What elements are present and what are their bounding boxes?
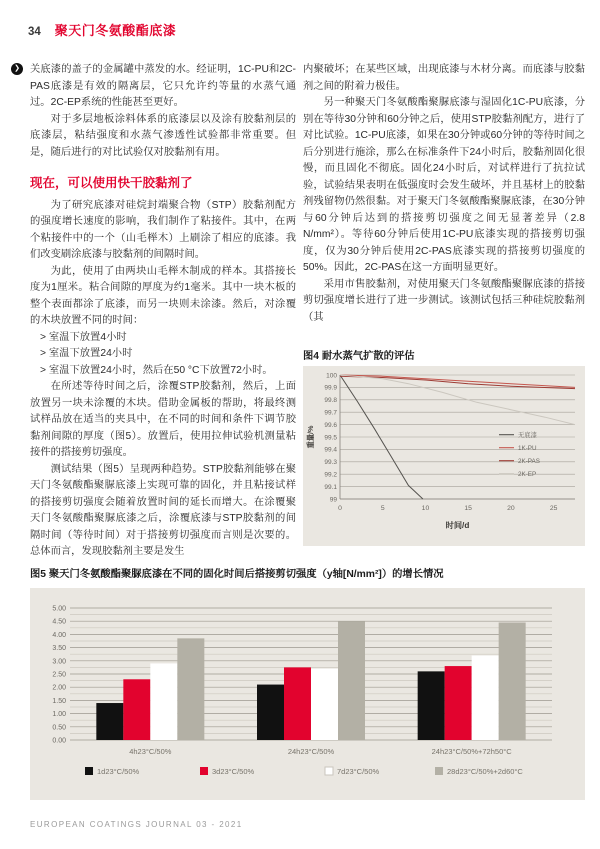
svg-text:100: 100 bbox=[326, 372, 337, 380]
svg-text:4h23°C/50%: 4h23°C/50% bbox=[129, 747, 172, 756]
svg-text:5.00: 5.00 bbox=[52, 605, 66, 613]
svg-text:10: 10 bbox=[421, 505, 430, 512]
svg-text:99.9: 99.9 bbox=[324, 384, 337, 392]
article-title: 聚天门冬氨酸酯底漆 bbox=[54, 23, 177, 38]
svg-text:99: 99 bbox=[329, 496, 337, 504]
svg-text:3d23°C/50%: 3d23°C/50% bbox=[212, 767, 255, 776]
svg-text:99.4: 99.4 bbox=[324, 446, 337, 454]
right-column bbox=[303, 62, 585, 326]
svg-text:无底漆: 无底漆 bbox=[518, 432, 537, 439]
svg-text:99.2: 99.2 bbox=[324, 471, 337, 479]
svg-text:2.50: 2.50 bbox=[52, 671, 66, 679]
paragraph: 采用市售胶黏剂，对使用聚天门冬氨酸酯聚脲底漆的搭接剪切强度增长进行了进一步测试。该测试包括三种硅烷胶黏剂（其 bbox=[303, 278, 585, 323]
figure5-caption: 图5 聚天门冬氨酸酯聚脲底漆在不同的固化时间后搭接剪切强度（y轴[N/mm²]）的增长情况 bbox=[30, 569, 444, 580]
svg-text:1.50: 1.50 bbox=[52, 697, 66, 705]
svg-text:0: 0 bbox=[338, 505, 342, 512]
paragraph: 内聚破坏；在某些区域，出现底漆与木材分离。而底漆与胶黏剂之间的附着力极佳。 bbox=[303, 64, 585, 92]
water-vapor-diffusion-chart bbox=[303, 366, 585, 546]
paragraph: 对于多层地板涂料体系的底漆层以及涂有胶黏剂层的底漆层，粘结强度和水蒸气渗透性试验都非常重要。但是，随后进行的对比试验仅对胶黏剂有用。 bbox=[30, 113, 296, 158]
svg-text:0.00: 0.00 bbox=[52, 737, 66, 745]
figure4-line-chart bbox=[303, 366, 585, 546]
svg-text:时间/d: 时间/d bbox=[445, 521, 470, 530]
svg-text:4.50: 4.50 bbox=[52, 618, 66, 626]
list-item: > 室温下放置24小时，然后在50 °C下放置72小时。 bbox=[40, 364, 273, 376]
svg-text:3.00: 3.00 bbox=[52, 658, 66, 666]
lap-shear-strength-chart bbox=[30, 588, 585, 800]
left-column bbox=[30, 62, 296, 561]
svg-text:24h23°C/50%+72h50°C: 24h23°C/50%+72h50°C bbox=[431, 747, 512, 756]
paragraph: 测试结果（图5）呈现两种趋势。STP胶黏剂能够在聚天门冬氨酸酯聚脲底漆上实现可靠的固化，并且粘接试样的搭接剪切强度会随着放置时间的延长而增大。在涂覆聚天门冬氨酸酯聚脲底漆之后，涂覆底漆与STP胶黏剂的间隔时间（等待时间）对于搭接剪切强度而言则是次要的。总体而言，发现胶黏剂主要是发生 bbox=[30, 463, 296, 557]
paragraph: 另一种聚天门冬氨酸酯聚脲底漆与湿固化1C-PU底漆，分别在等待30分钟和60分钟之后，使用STP胶黏剂配方，进行了对比试验。1C-PU底漆，如果在30分钟或60分钟的等待时间之后分别进行施涂，那么在标准条件下24小时后，胶黏剂固化很慢，而且固化不彻底。固化24小时后，对试样进行了抗拉试验，试验结果表明在低强度时会发生破坏，并且基材上的胶黏剂残留物仍然很黏。对于聚天门冬氨酸酯聚脲底漆，在30分钟与60分钟后达到的搭接剪切强度之间无显著差异（2.8 N/mm²）。等待60分钟后使用1C-PU底漆实现的搭接剪切强度，仅为30分钟后使用2C-PAS底漆实现的搭接剪切强度的50%。因此，2C-PAS在这一方面明显更好。 bbox=[303, 97, 585, 273]
svg-text:99.5: 99.5 bbox=[324, 434, 337, 442]
list-item: > 室温下放置24小时 bbox=[40, 348, 133, 359]
svg-text:15: 15 bbox=[464, 505, 472, 512]
figure4-caption: 图4 耐水蒸气扩散的评估 bbox=[303, 351, 415, 362]
figure5-bar-chart bbox=[30, 588, 585, 800]
svg-text:25: 25 bbox=[549, 505, 558, 512]
svg-text:0.50: 0.50 bbox=[52, 724, 66, 732]
svg-text:4.00: 4.00 bbox=[52, 631, 66, 639]
svg-text:2K-EP: 2K-EP bbox=[518, 471, 537, 478]
svg-text:7d23°C/50%: 7d23°C/50% bbox=[337, 767, 380, 776]
journal-footer: EUROPEAN COATINGS JOURNAL 03 - 2021 bbox=[30, 820, 243, 829]
svg-text:1K-PU: 1K-PU bbox=[518, 445, 537, 452]
page-number: 34 bbox=[28, 26, 41, 38]
paragraph: 关底漆的盖子的金属罐中蒸发的水。经证明，1C-PU和2C-PAS底漆是有效的隔离层，它只允许约等量的水蒸气通过。2C-EP系统的性能甚至更好。 bbox=[30, 64, 296, 108]
svg-text:2.00: 2.00 bbox=[52, 684, 66, 692]
section-heading: 现在，可以使用快干胶黏剂了 bbox=[30, 176, 193, 190]
paragraph: 在所述等待时间之后，涂覆STP胶黏剂，然后，上面放置另一块未涂覆的木块。借助金属板的帮助，将最终测试样品放在适当的夹具中，在不同的时间和条件下调节胶黏剂间隙的厚度（图5）。放置后，使用拉伸试验机测量粘接件的搭接剪切强度。 bbox=[30, 381, 296, 458]
svg-text:1.00: 1.00 bbox=[52, 711, 66, 719]
svg-text:99.3: 99.3 bbox=[324, 459, 337, 467]
svg-text:3.50: 3.50 bbox=[52, 645, 66, 653]
svg-text:1d23°C/50%: 1d23°C/50% bbox=[97, 767, 140, 776]
svg-text:99.6: 99.6 bbox=[324, 421, 337, 429]
svg-text:99.1: 99.1 bbox=[324, 483, 337, 491]
page-header bbox=[28, 20, 176, 39]
svg-text:99.7: 99.7 bbox=[324, 409, 337, 417]
svg-text:2K-PAS: 2K-PAS bbox=[518, 458, 540, 465]
svg-text:20: 20 bbox=[507, 505, 515, 512]
paragraph: 为此，使用了由两块山毛榉木制成的样本。其搭接长度为1厘米。粘合间隙的厚度为约1毫米。其中一块木板的整个表面都涂了底漆，而另一块则未涂漆。然后，对涂覆的木块放置不同的时间： bbox=[30, 265, 296, 326]
article-continuation-icon: ❯ bbox=[11, 63, 23, 75]
svg-text:5: 5 bbox=[380, 505, 385, 512]
svg-text:28d23°C/50%+2d60°C: 28d23°C/50%+2d60°C bbox=[447, 767, 523, 776]
paragraph: 为了研究底漆对硅烷封端聚合物（STP）胶黏剂配方的强度增长速度的影响，我们制作了粘接件。其中，在两个粘接件中的一个（山毛榉木）上刷涂了相应的底漆。我们改变刷涂底漆与胶黏剂的间隔时间。 bbox=[30, 199, 296, 260]
svg-text:重量/%: 重量/% bbox=[306, 425, 315, 449]
svg-text:24h23°C/50%: 24h23°C/50% bbox=[287, 747, 335, 756]
list-item: > 室温下放置4小时 bbox=[40, 331, 127, 343]
svg-text:99.8: 99.8 bbox=[324, 397, 337, 405]
